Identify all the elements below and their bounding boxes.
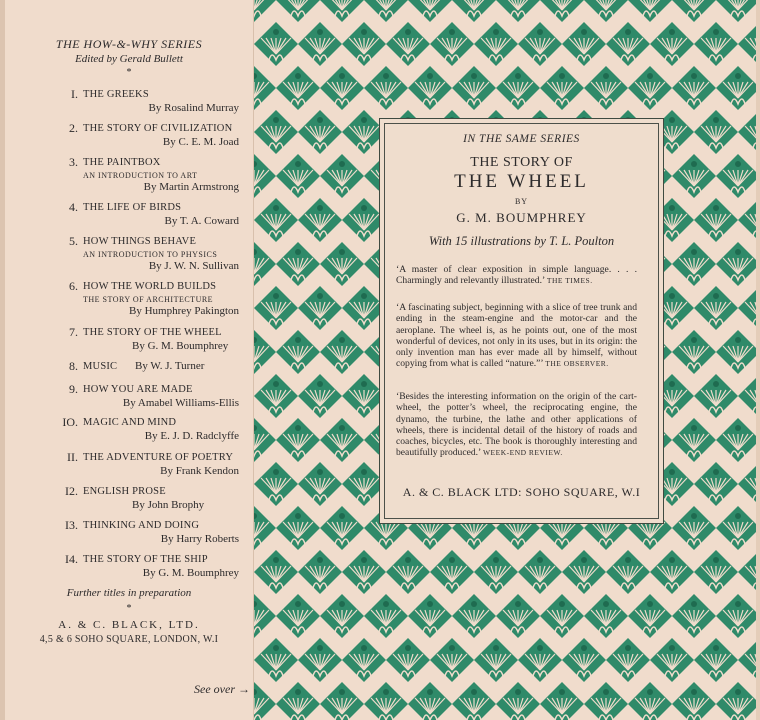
book-list-item <box>5 155 253 193</box>
book-list-item <box>5 200 253 227</box>
publisher-imprint: A. & C. BLACK LTD: SOHO SQUARE, W.I <box>402 485 641 499</box>
quote-source: THE OBSERVER. <box>545 359 609 369</box>
book-list-item <box>5 325 253 352</box>
page-right-edge <box>756 0 760 720</box>
book-number: I2. <box>65 484 78 498</box>
book-number: 8. <box>69 359 78 373</box>
book-author: By John Brophy <box>132 499 205 511</box>
cover-label-panel <box>379 118 664 524</box>
book-list-item <box>5 484 253 511</box>
book-title: THE GREEKS <box>83 89 149 100</box>
book-title: THE STORY OF CIVILIZATION <box>83 123 233 134</box>
quote-source: THE TIMES. <box>546 276 593 286</box>
book-number: 2. <box>69 121 78 135</box>
book-author: G. M. BOUMPHREY <box>456 210 587 225</box>
book-list-item <box>5 552 253 579</box>
see-over-note: See over → <box>194 682 250 696</box>
book-author: By W. J. Turner <box>135 360 205 372</box>
book-number: II. <box>67 450 78 464</box>
quote-text: ‘A fascinating subject, beginning with a slice of tree trunk and ending in the steam-engine and the motor-car and the aeroplane. The wheel is, as he points out, one of the most wonderful of devices, not only in its uses, but in its origin: the only invention man has ever made all by himself, without copying from what is called “nature.”’ <box>396 302 637 370</box>
book-author: By E. J. D. Radclyffe <box>144 430 239 442</box>
illustrations-credit: With 15 illustrations by T. L. Poulton <box>428 234 615 248</box>
book-title: THE ADVENTURE OF POETRY <box>83 452 234 463</box>
book-title: HOW YOU ARE MADE <box>83 384 193 395</box>
quote-source: WEEK-END REVIEW. <box>482 448 563 458</box>
review-quote <box>396 302 637 370</box>
series-title: THE HOW-&-WHY SERIES <box>55 37 203 51</box>
book-author: By J. W. N. Sullivan <box>148 260 239 272</box>
book-author: By Harry Roberts <box>160 533 239 545</box>
jacket-flap <box>5 0 254 720</box>
further-titles: Further titles in preparation <box>66 587 192 599</box>
book-number: 6. <box>69 279 78 293</box>
book-number: I4. <box>65 552 78 566</box>
book-list-item <box>5 121 253 148</box>
review-quote <box>396 264 637 287</box>
book-list-item <box>5 87 253 114</box>
book-title: ENGLISH PROSE <box>83 486 166 497</box>
book-number: 9. <box>69 382 78 396</box>
quote-text: ‘Besides the interesting information on the origin of the cart-wheel, the potter’s wheel, the reciprocating engine, the dynamo, the turbine, the lathe and other applications of wheels, there is incidental detail of the history of roads and coaches, bicycles, etc. The book is thoroughly interesting and beautifully produced.’ <box>396 391 637 459</box>
book-author: By Humphrey Pakington <box>129 305 239 317</box>
book-subtitle: THE STORY OF ARCHITECTURE <box>83 295 214 304</box>
book-list-item <box>5 234 253 272</box>
book-title: THE LIFE OF BIRDS <box>83 202 182 213</box>
review-quote <box>396 391 637 459</box>
book-author: By Frank Kendon <box>160 465 239 477</box>
star-ornament: * <box>126 603 132 614</box>
book-number: 7. <box>69 325 78 339</box>
book-author: By G. M. Boumphrey <box>132 340 229 352</box>
book-title: HOW THINGS BEHAVE <box>83 236 197 247</box>
by-label: BY <box>514 197 529 206</box>
book-list-item <box>5 518 253 545</box>
star-ornament: * <box>126 67 132 78</box>
book-author: By Martin Armstrong <box>143 181 239 193</box>
book-title: MUSIC <box>83 361 118 372</box>
book-title-line1: THE STORY OF <box>470 155 573 170</box>
publisher-name: A. & C. BLACK, LTD. <box>58 619 200 631</box>
book-author: By Rosalind Murray <box>148 102 239 114</box>
book-list-item <box>5 450 253 477</box>
book-subtitle: AN INTRODUCTION TO PHYSICS <box>83 250 218 259</box>
book-list-item <box>5 279 253 317</box>
same-series-heading: IN THE SAME SERIES <box>463 133 580 145</box>
book-author: By Amabel Williams-Ellis <box>122 397 239 409</box>
book-number: 3. <box>69 155 78 169</box>
book-title: THE STORY OF THE WHEEL <box>83 327 222 338</box>
book-title: THE STORY OF THE SHIP <box>83 554 208 565</box>
book-subtitle: AN INTRODUCTION TO ART <box>83 171 198 180</box>
book-list-item <box>5 360 253 373</box>
book-title: THINKING AND DOING <box>83 520 200 531</box>
publisher-address: 4,5 & 6 SOHO SQUARE, LONDON, W.I <box>39 634 219 645</box>
series-editor: Edited by Gerald Bullett <box>75 53 183 65</box>
book-number: I3. <box>65 518 78 532</box>
book-list-item <box>5 415 253 442</box>
book-title-line2: THE WHEEL <box>454 171 589 192</box>
book-title: HOW THE WORLD BUILDS <box>83 281 217 292</box>
book-author: By C. E. M. Joad <box>162 136 239 148</box>
book-title: MAGIC AND MIND <box>83 417 177 428</box>
book-number: IO. <box>62 415 78 429</box>
book-list-item <box>5 382 253 409</box>
quote-text: ‘A master of clear exposition in simple language. . . . Charmingly and relevantly illustrated.’ <box>396 264 637 287</box>
book-author: By T. A. Coward <box>164 215 239 227</box>
book-title: THE PAINTBOX <box>83 157 161 168</box>
book-number: 4. <box>69 200 78 214</box>
book-author: By G. M. Boumphrey <box>142 567 239 579</box>
book-number: I. <box>71 87 78 101</box>
book-number: 5. <box>69 234 78 248</box>
